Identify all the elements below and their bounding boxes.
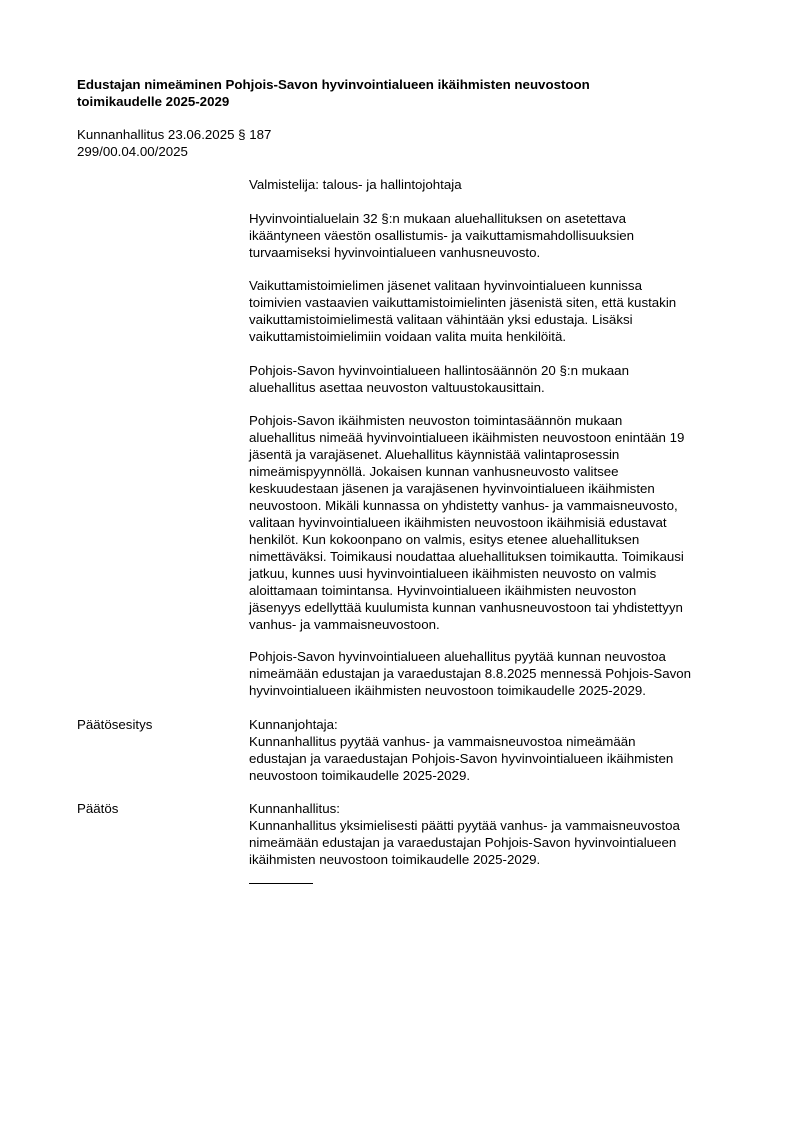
paragraph-line: hyvinvointialueen ikäihmisten neuvostoon toimikaudelle 2025-2029. — [249, 683, 646, 698]
title-line-1: Edustajan nimeäminen Pohjois-Savon hyvinvointialueen ikäihmisten neuvostoon — [77, 77, 590, 92]
decision-line: Kunnanhallitus yksimielisesti päätti pyytää vanhus- ja vammaisneuvostoa — [249, 818, 680, 833]
paragraph-line: Vaikuttamistoimielimen jäsenet valitaan hyvinvointialueen kunnissa — [249, 278, 642, 293]
decision-section — [249, 800, 749, 868]
paragraph-line: jäsentä ja varajäsenet. Aluehallitus käynnistää valintaprosessin — [249, 447, 620, 462]
proposal-line: edustajan ja varaedustajan Pohjois-Savon hyvinvointialueen ikäihmisten — [249, 751, 674, 766]
paragraph-line: nimeämään edustajan ja varaedustajan 8.8.2025 mennessä Pohjois-Savon — [249, 666, 692, 681]
proposal-line: Kunnanhallitus pyytää vanhus- ja vammaisneuvostoa nimeämään — [249, 734, 636, 749]
paragraph-line: valitaan hyvinvointialueen ikäihmisten neuvostoon ikäihmisiä edustavat — [249, 515, 667, 530]
paragraph-line: vanhus- ja vammaisneuvostoon. — [249, 617, 440, 632]
end-divider — [249, 883, 313, 884]
decision-line: ikäihmisten neuvostoon toimikaudelle 2025-2029. — [249, 852, 541, 867]
paragraph-line: Pohjois-Savon hyvinvointialueen hallintosäännön 20 §:n mukaan — [249, 363, 629, 378]
paragraph-line: Pohjois-Savon hyvinvointialueen aluehallitus pyytää kunnan neuvostoa — [249, 649, 666, 664]
record-id: 299/00.04.00/2025 — [77, 144, 188, 159]
proposal-section — [249, 716, 749, 784]
paragraph-line: henkilöt. Kun kokoonpano on valmis, esitys etenee aluehallituksen — [249, 532, 640, 547]
paragraph-line: keskuudestaan jäsenen ja varajäsenen hyvinvointialueen ikäihmisten — [249, 481, 655, 496]
paragraph-line: aluehallitus nimeää hyvinvointialueen ikäihmisten neuvostoon enintään 19 — [249, 430, 685, 445]
paragraph-line: jäsenyys edellyttää kuulumista kunnan vanhusneuvostoon tai yhdistettyyn — [249, 600, 683, 615]
paragraph-line: turvaamiseksi hyvinvointialueen vanhusneuvosto. — [249, 245, 541, 260]
paragraph-line: toimivien vastaavien vaikuttamistoimielinten jäsenistä siten, että kustakin — [249, 295, 677, 310]
meeting-reference: Kunnanhallitus 23.06.2025 § 187 — [77, 127, 272, 142]
paragraph-3 — [249, 362, 749, 396]
paragraph-line: nimettäväksi. Toimikausi noudattaa aluehallituksen toimikautta. Toimikausi — [249, 549, 684, 564]
decision-speaker: Kunnanhallitus: — [249, 801, 340, 816]
paragraph-1 — [249, 210, 749, 261]
paragraph-2 — [249, 277, 749, 345]
paragraph-line: Pohjois-Savon ikäihmisten neuvoston toimintasäännön mukaan — [249, 413, 623, 428]
paragraph-line: aloittamaan toimintansa. Hyvinvointialueen ikäihmisten neuvoston — [249, 583, 637, 598]
decision-line: nimeämään edustajan ja varaedustajan Pohjois-Savon hyvinvointialueen — [249, 835, 677, 850]
title-line-2: toimikaudelle 2025-2029 — [77, 94, 230, 109]
preparer-text: Valmistelija: talous- ja hallintojohtaja — [249, 177, 462, 192]
paragraph-line: aluehallitus asettaa neuvoston valtuustokausittain. — [249, 380, 545, 395]
preparer-line — [249, 176, 749, 193]
meeting-meta — [77, 126, 717, 160]
paragraph-line: jatkuu, kunnes uusi hyvinvointialueen ikäihmisten neuvosto on valmis — [249, 566, 657, 581]
proposal-label: Päätösesitys — [77, 717, 153, 732]
proposal-line: neuvostoon toimikaudelle 2025-2029. — [249, 768, 471, 783]
paragraph-4 — [249, 412, 749, 633]
paragraph-line: vaikuttamistoimielimiin voidaan valita muita henkilöitä. — [249, 329, 567, 344]
paragraph-line: neuvostoon. Mikäli kunnassa on yhdistetty vanhus- ja vammaisneuvosto, — [249, 498, 678, 513]
decision-label: Päätös — [77, 801, 119, 816]
paragraph-line: vaikuttamistoimielimestä valitaan vähintään yksi edustaja. Lisäksi — [249, 312, 633, 327]
proposal-speaker: Kunnanjohtaja: — [249, 717, 338, 732]
document-title — [77, 76, 717, 110]
paragraph-line: ikääntyneen väestön osallistumis- ja vaikuttamismahdollisuuksien — [249, 228, 635, 243]
paragraph-5 — [249, 648, 749, 699]
paragraph-line: nimeämispyynnöllä. Jokaisen kunnan vanhusneuvosto valitsee — [249, 464, 619, 479]
paragraph-line: Hyvinvointialuelain 32 §:n mukaan aluehallituksen on asetettava — [249, 211, 626, 226]
